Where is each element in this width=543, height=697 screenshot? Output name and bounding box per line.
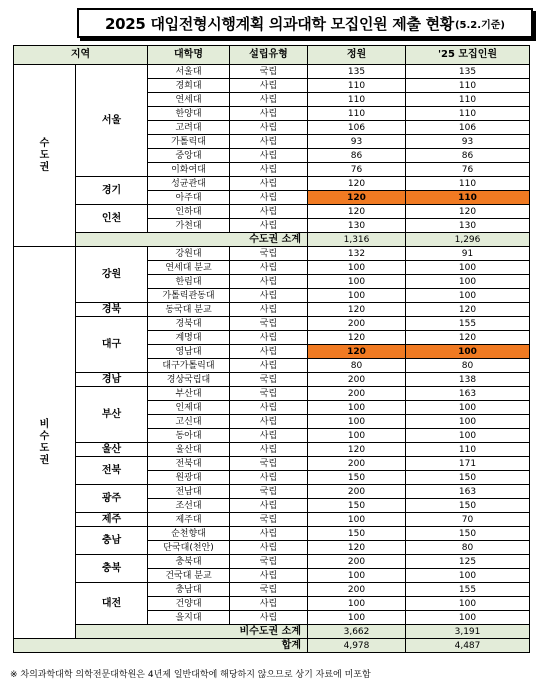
establishment-type: 사립 — [230, 443, 308, 457]
page-title: 2025 대입전형시행계획 의과대학 모집인원 제출 현황 — [105, 14, 454, 33]
subtotal-recruit: 3,191 — [406, 625, 530, 639]
establishment-type: 사립 — [230, 93, 308, 107]
university-name: 원광대 — [148, 471, 230, 485]
establishment-type: 국립 — [230, 457, 308, 471]
subregion-gwangju: 광주 — [76, 485, 148, 513]
establishment-type: 사립 — [230, 289, 308, 303]
university-name: 한림대 — [148, 275, 230, 289]
establishment-type: 사립 — [230, 527, 308, 541]
establishment-type: 사립 — [230, 471, 308, 485]
recruit-value: 110 — [406, 107, 530, 121]
subregion-gangwon: 강원 — [76, 247, 148, 303]
quota-value: 110 — [308, 79, 406, 93]
recruit-value: 76 — [406, 163, 530, 177]
establishment-type: 사립 — [230, 597, 308, 611]
subregion-incheon: 인천 — [76, 205, 148, 233]
university-name: 충북대 — [148, 555, 230, 569]
quota-value: 200 — [308, 317, 406, 331]
quota-value: 100 — [308, 569, 406, 583]
table-row — [14, 317, 530, 331]
recruit-value: 163 — [406, 485, 530, 499]
subregion-ulsan: 울산 — [76, 443, 148, 457]
region-nonmetro: 비 수 도 권 — [14, 247, 76, 639]
table-row — [14, 555, 530, 569]
subtotal-recruit: 4,487 — [406, 639, 530, 653]
recruit-value: 93 — [406, 135, 530, 149]
quota-value: 120 — [308, 205, 406, 219]
establishment-type: 사립 — [230, 303, 308, 317]
quota-value: 132 — [308, 247, 406, 261]
subtotal-quota: 1,316 — [308, 233, 406, 247]
establishment-type: 사립 — [230, 401, 308, 415]
subtotal-row-metro — [14, 233, 530, 247]
subregion-busan: 부산 — [76, 387, 148, 443]
quota-value: 200 — [308, 373, 406, 387]
establishment-type: 국립 — [230, 317, 308, 331]
quota-value: 100 — [308, 513, 406, 527]
subregion-chungbuk: 충북 — [76, 555, 148, 583]
recruit-value: 100 — [406, 401, 530, 415]
recruit-value: 80 — [406, 359, 530, 373]
recruit-value: 155 — [406, 317, 530, 331]
university-name: 조선대 — [148, 499, 230, 513]
recruit-value: 171 — [406, 457, 530, 471]
university-name: 부산대 — [148, 387, 230, 401]
quota-value: 106 — [308, 121, 406, 135]
recruit-value: 106 — [406, 121, 530, 135]
subtotal-label: 수도권 소계 — [76, 233, 308, 247]
establishment-type: 국립 — [230, 373, 308, 387]
recruit-value: 120 — [406, 205, 530, 219]
establishment-type: 사립 — [230, 569, 308, 583]
recruit-value: 100 — [406, 345, 530, 359]
recruit-value: 125 — [406, 555, 530, 569]
table-row — [14, 527, 530, 541]
establishment-type: 사립 — [230, 359, 308, 373]
establishment-type: 국립 — [230, 65, 308, 79]
table-row — [14, 177, 530, 191]
header-type: 설립유형 — [230, 46, 308, 65]
quota-value: 120 — [308, 177, 406, 191]
header-region: 지역 — [14, 46, 148, 65]
quota-value: 200 — [308, 485, 406, 499]
recruit-value: 150 — [406, 527, 530, 541]
header-quota: 정원 — [308, 46, 406, 65]
subregion-daegu: 대구 — [76, 317, 148, 373]
subregion-daejeon: 대전 — [76, 583, 148, 625]
establishment-type: 사립 — [230, 163, 308, 177]
subregion-gyeongbuk: 경북 — [76, 303, 148, 317]
university-name: 서울대 — [148, 65, 230, 79]
university-name: 대구가톨릭대 — [148, 359, 230, 373]
quota-value: 100 — [308, 611, 406, 625]
quota-value: 100 — [308, 289, 406, 303]
university-name: 성균관대 — [148, 177, 230, 191]
university-name: 가톨릭관동대 — [148, 289, 230, 303]
subtotal-recruit: 1,296 — [406, 233, 530, 247]
table-row — [14, 513, 530, 527]
establishment-type: 사립 — [230, 261, 308, 275]
establishment-type: 사립 — [230, 177, 308, 191]
quota-value: 100 — [308, 429, 406, 443]
establishment-type: 사립 — [230, 149, 308, 163]
footnote: ※ 차의과학대학 의학전문대학원은 4년제 일반대학에 해당하지 않으므로 상기 자료에 미포함 — [10, 670, 371, 680]
table-row — [14, 205, 530, 219]
establishment-type: 사립 — [230, 275, 308, 289]
quota-value: 120 — [308, 303, 406, 317]
establishment-type: 사립 — [230, 79, 308, 93]
recruit-value: 163 — [406, 387, 530, 401]
recruit-value: 86 — [406, 149, 530, 163]
quota-value: 150 — [308, 527, 406, 541]
subtotal-quota: 4,978 — [308, 639, 406, 653]
university-name: 제주대 — [148, 513, 230, 527]
quota-value: 80 — [308, 359, 406, 373]
table-row — [14, 485, 530, 499]
quota-value: 100 — [308, 597, 406, 611]
establishment-type: 사립 — [230, 499, 308, 513]
university-name: 건국대 분교 — [148, 569, 230, 583]
university-name: 전남대 — [148, 485, 230, 499]
recruit-value: 110 — [406, 93, 530, 107]
establishment-type: 사립 — [230, 121, 308, 135]
recruit-value: 150 — [406, 499, 530, 513]
establishment-type: 사립 — [230, 415, 308, 429]
establishment-type: 국립 — [230, 485, 308, 499]
quota-value: 120 — [308, 345, 406, 359]
recruit-value: 138 — [406, 373, 530, 387]
quota-value: 110 — [308, 107, 406, 121]
university-name: 강원대 — [148, 247, 230, 261]
table-row — [14, 583, 530, 597]
university-name: 이화여대 — [148, 163, 230, 177]
recruit-value: 130 — [406, 219, 530, 233]
quota-value: 120 — [308, 191, 406, 205]
header-row — [14, 46, 530, 65]
recruit-value: 110 — [406, 79, 530, 93]
university-name: 가천대 — [148, 219, 230, 233]
quota-value: 93 — [308, 135, 406, 149]
quota-value: 120 — [308, 541, 406, 555]
quota-value: 100 — [308, 401, 406, 415]
establishment-type: 사립 — [230, 219, 308, 233]
table-row — [14, 373, 530, 387]
table-row — [14, 457, 530, 471]
quota-value: 100 — [308, 261, 406, 275]
recruit-value: 110 — [406, 443, 530, 457]
recruit-value: 100 — [406, 275, 530, 289]
quota-value: 150 — [308, 499, 406, 513]
establishment-type: 국립 — [230, 555, 308, 569]
university-name: 경북대 — [148, 317, 230, 331]
establishment-type: 국립 — [230, 387, 308, 401]
recruit-value: 155 — [406, 583, 530, 597]
university-name: 고신대 — [148, 415, 230, 429]
university-name: 연세대 분교 — [148, 261, 230, 275]
recruit-value: 100 — [406, 611, 530, 625]
quota-value: 76 — [308, 163, 406, 177]
recruit-value: 100 — [406, 261, 530, 275]
quota-value: 120 — [308, 331, 406, 345]
quota-value: 86 — [308, 149, 406, 163]
university-name: 연세대 — [148, 93, 230, 107]
establishment-type: 국립 — [230, 583, 308, 597]
region-metro: 수 도 권 — [14, 65, 76, 247]
university-name: 인제대 — [148, 401, 230, 415]
subtotal-row-grand — [14, 639, 530, 653]
table-row — [14, 443, 530, 457]
recruit-value: 120 — [406, 331, 530, 345]
university-name: 단국대(천안) — [148, 541, 230, 555]
university-name: 충남대 — [148, 583, 230, 597]
quota-value: 150 — [308, 471, 406, 485]
quota-value: 100 — [308, 415, 406, 429]
quota-value: 110 — [308, 93, 406, 107]
subtotal-label: 합계 — [14, 639, 308, 653]
quota-value: 200 — [308, 583, 406, 597]
recruit-value: 120 — [406, 303, 530, 317]
table-row — [14, 303, 530, 317]
recruit-value: 70 — [406, 513, 530, 527]
quota-value: 130 — [308, 219, 406, 233]
university-name: 아주대 — [148, 191, 230, 205]
recruit-value: 100 — [406, 415, 530, 429]
university-name: 인하대 — [148, 205, 230, 219]
university-name: 한양대 — [148, 107, 230, 121]
title-date: (5.2.기준) — [454, 19, 505, 31]
recruit-value: 100 — [406, 289, 530, 303]
university-name: 고려대 — [148, 121, 230, 135]
subregion-jeju: 제주 — [76, 513, 148, 527]
quota-value: 200 — [308, 457, 406, 471]
subregion-gyeonggi: 경기 — [76, 177, 148, 205]
university-name: 경상국립대 — [148, 373, 230, 387]
subregion-seoul: 서울 — [76, 65, 148, 177]
recruit-value: 100 — [406, 597, 530, 611]
establishment-type: 사립 — [230, 541, 308, 555]
university-name: 건양대 — [148, 597, 230, 611]
recruit-value: 135 — [406, 65, 530, 79]
recruit-value: 110 — [406, 191, 530, 205]
subregion-gyeongnam: 경남 — [76, 373, 148, 387]
recruit-value: 100 — [406, 569, 530, 583]
subtotal-row-nonmetro — [14, 625, 530, 639]
university-name: 동아대 — [148, 429, 230, 443]
establishment-type: 사립 — [230, 191, 308, 205]
subtotal-label: 비수도권 소계 — [76, 625, 308, 639]
subregion-chungnam: 충남 — [76, 527, 148, 555]
university-name: 가톨릭대 — [148, 135, 230, 149]
recruit-value: 100 — [406, 429, 530, 443]
title-box — [77, 8, 533, 38]
subtotal-quota: 3,662 — [308, 625, 406, 639]
quota-value: 120 — [308, 443, 406, 457]
university-name: 경희대 — [148, 79, 230, 93]
recruit-value: 150 — [406, 471, 530, 485]
quota-value: 200 — [308, 555, 406, 569]
recruit-value: 80 — [406, 541, 530, 555]
admissions-table — [13, 45, 530, 653]
university-name: 전북대 — [148, 457, 230, 471]
establishment-type: 국립 — [230, 247, 308, 261]
establishment-type: 사립 — [230, 135, 308, 149]
table-row — [14, 247, 530, 261]
university-name: 울산대 — [148, 443, 230, 457]
header-university: 대학명 — [148, 46, 230, 65]
establishment-type: 사립 — [230, 205, 308, 219]
subregion-jeonbuk: 전북 — [76, 457, 148, 485]
header-recruit: '25 모집인원 — [406, 46, 530, 65]
establishment-type: 사립 — [230, 331, 308, 345]
university-name: 계명대 — [148, 331, 230, 345]
quota-value: 135 — [308, 65, 406, 79]
university-name: 순천향대 — [148, 527, 230, 541]
recruit-value: 110 — [406, 177, 530, 191]
table-row — [14, 65, 530, 79]
establishment-type: 사립 — [230, 107, 308, 121]
establishment-type: 사립 — [230, 345, 308, 359]
quota-value: 100 — [308, 275, 406, 289]
establishment-type: 사립 — [230, 429, 308, 443]
quota-value: 200 — [308, 387, 406, 401]
university-name: 영남대 — [148, 345, 230, 359]
establishment-type: 국립 — [230, 513, 308, 527]
university-name: 동국대 분교 — [148, 303, 230, 317]
table-row — [14, 387, 530, 401]
university-name: 중앙대 — [148, 149, 230, 163]
establishment-type: 사립 — [230, 611, 308, 625]
university-name: 을지대 — [148, 611, 230, 625]
recruit-value: 91 — [406, 247, 530, 261]
